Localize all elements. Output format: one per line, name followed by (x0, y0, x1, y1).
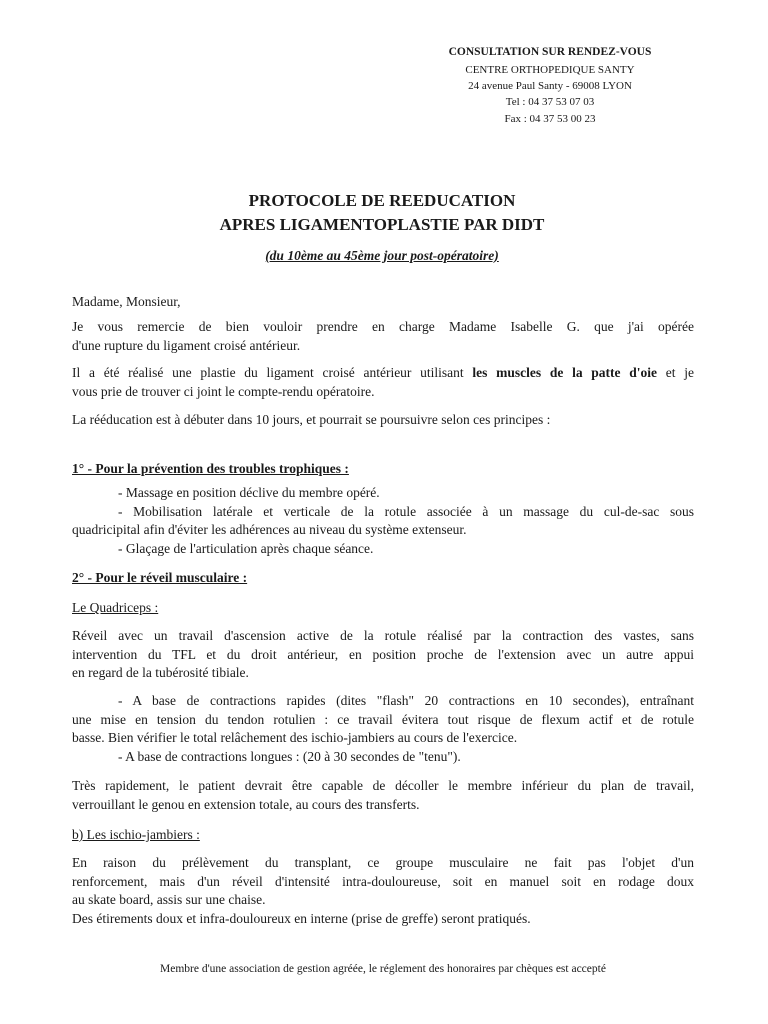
paragraph-contractions (72, 692, 694, 766)
paragraph-line (72, 364, 694, 383)
list-item-continuation: quadricipital afin d'éviter les adhérences au niveau du système extenseur. (72, 522, 467, 537)
paragraph-line: En raison du prélèvement du transplant, ce groupe musculaire ne fait pas l'objet d'un (72, 855, 694, 870)
paragraph-line: Réveil avec un travail d'ascension active de la rotule réalisé par la contraction des vastes, sans (72, 628, 694, 643)
paragraph-line: vous prie de trouver ci joint le compte-rendu opératoire. (72, 383, 375, 399)
paragraph-line: verrouillant le genou en extension totale, au cours des transferts. (72, 796, 420, 812)
paragraph-line: Des étirements doux et infra-douloureux en interne (prise de greffe) seront pratiqués. (72, 910, 531, 926)
consultation-line: CONSULTATION SUR RENDEZ-VOUS (448, 46, 652, 58)
paragraph-line: - A base de contractions longues : (20 à 30 secondes de "tenu"). (118, 748, 461, 764)
greeting: Madame, Monsieur, (72, 294, 181, 309)
list-item: - Glaçage de l'articulation après chaque séance. (118, 540, 374, 556)
paragraph-surgery (72, 364, 694, 401)
paragraph-line: au skate board, assis sur une chaise. (72, 892, 266, 907)
paragraph-line: renforcement, mais d'un réveil d'intensité intra-douloureuse, soit en manuel soit en rodage doux (72, 873, 694, 889)
paragraph-line: basse. Bien vérifier le total relâchement des ischio-jambiers au cours de l'exercice. (72, 730, 518, 745)
center-address: 24 avenue Paul Santy - 69008 LYON (468, 80, 632, 92)
emphasis-text: les muscles de la patte d'oie (472, 365, 658, 380)
paragraph-transfers (72, 777, 694, 814)
document-title-line1: PROTOCOLE DE REEDUCATION (248, 191, 516, 210)
paragraph-line: une mise en tension du tendon rotulien : ce travail évitera tout risque de flexum actif et de rotule (72, 711, 694, 727)
paragraph-line: Je vous remercie de bien vouloir prendre en charge Madame Isabelle G. que j'ai opérée (72, 319, 694, 334)
paragraph-line: Très rapidement, le patient devrait être capable de décoller le membre inférieur du plan de travail, (72, 778, 694, 793)
paragraph-line: - A base de contractions rapides (dites "flash" 20 contractions en 10 secondes), entraînant (118, 693, 694, 708)
fax-number: Fax : 04 37 53 00 23 (504, 113, 596, 125)
page-footer: Membre d'une association de gestion agréée, le réglement des honoraires par chèques est accepté (160, 963, 606, 975)
phone-number: Tel : 04 37 53 07 03 (505, 96, 595, 108)
paragraph-intro (72, 318, 694, 355)
section2-heading: 2° - Pour le réveil musculaire : (72, 570, 248, 585)
paragraph-ischio (72, 854, 694, 928)
paragraph-line: intervention du TFL et du droit antérieur, en position proche de l'extension avec un autre appui (72, 646, 694, 662)
paragraph-quadriceps (72, 627, 694, 683)
list-item: - Mobilisation latérale et verticale de la rotule associée à un massage du cul-de-sac sous (118, 503, 694, 519)
section1-heading: 1° - Pour la prévention des troubles trophiques : (72, 461, 349, 476)
center-name: CENTRE ORTHOPEDIQUE SANTY (465, 64, 635, 76)
paragraph-line: en regard de la tubérosité tibiale. (72, 665, 249, 680)
text-run: Il a été réalisé une plastie du ligament croisé antérieur utilisant (72, 365, 473, 380)
ischio-heading: b) Les ischio-jambiers : (72, 827, 200, 842)
section1-list (72, 484, 694, 558)
quadriceps-heading: Le Quadriceps : (72, 600, 159, 615)
document-title-line2: APRES LIGAMENTOPLASTIE PAR DIDT (219, 215, 545, 234)
letterhead (380, 44, 720, 127)
paragraph-start: La rééducation est à débuter dans 10 jours, et pourrait se poursuivre selon ces principes : (72, 412, 551, 427)
list-item: - Massage en position déclive du membre opéré. (118, 485, 380, 500)
text-run: et je (657, 365, 694, 380)
paragraph-line: d'une rupture du ligament croisé antérieur. (72, 337, 301, 353)
document-subtitle: (du 10ème au 45ème jour post-opératoire) (265, 248, 499, 263)
